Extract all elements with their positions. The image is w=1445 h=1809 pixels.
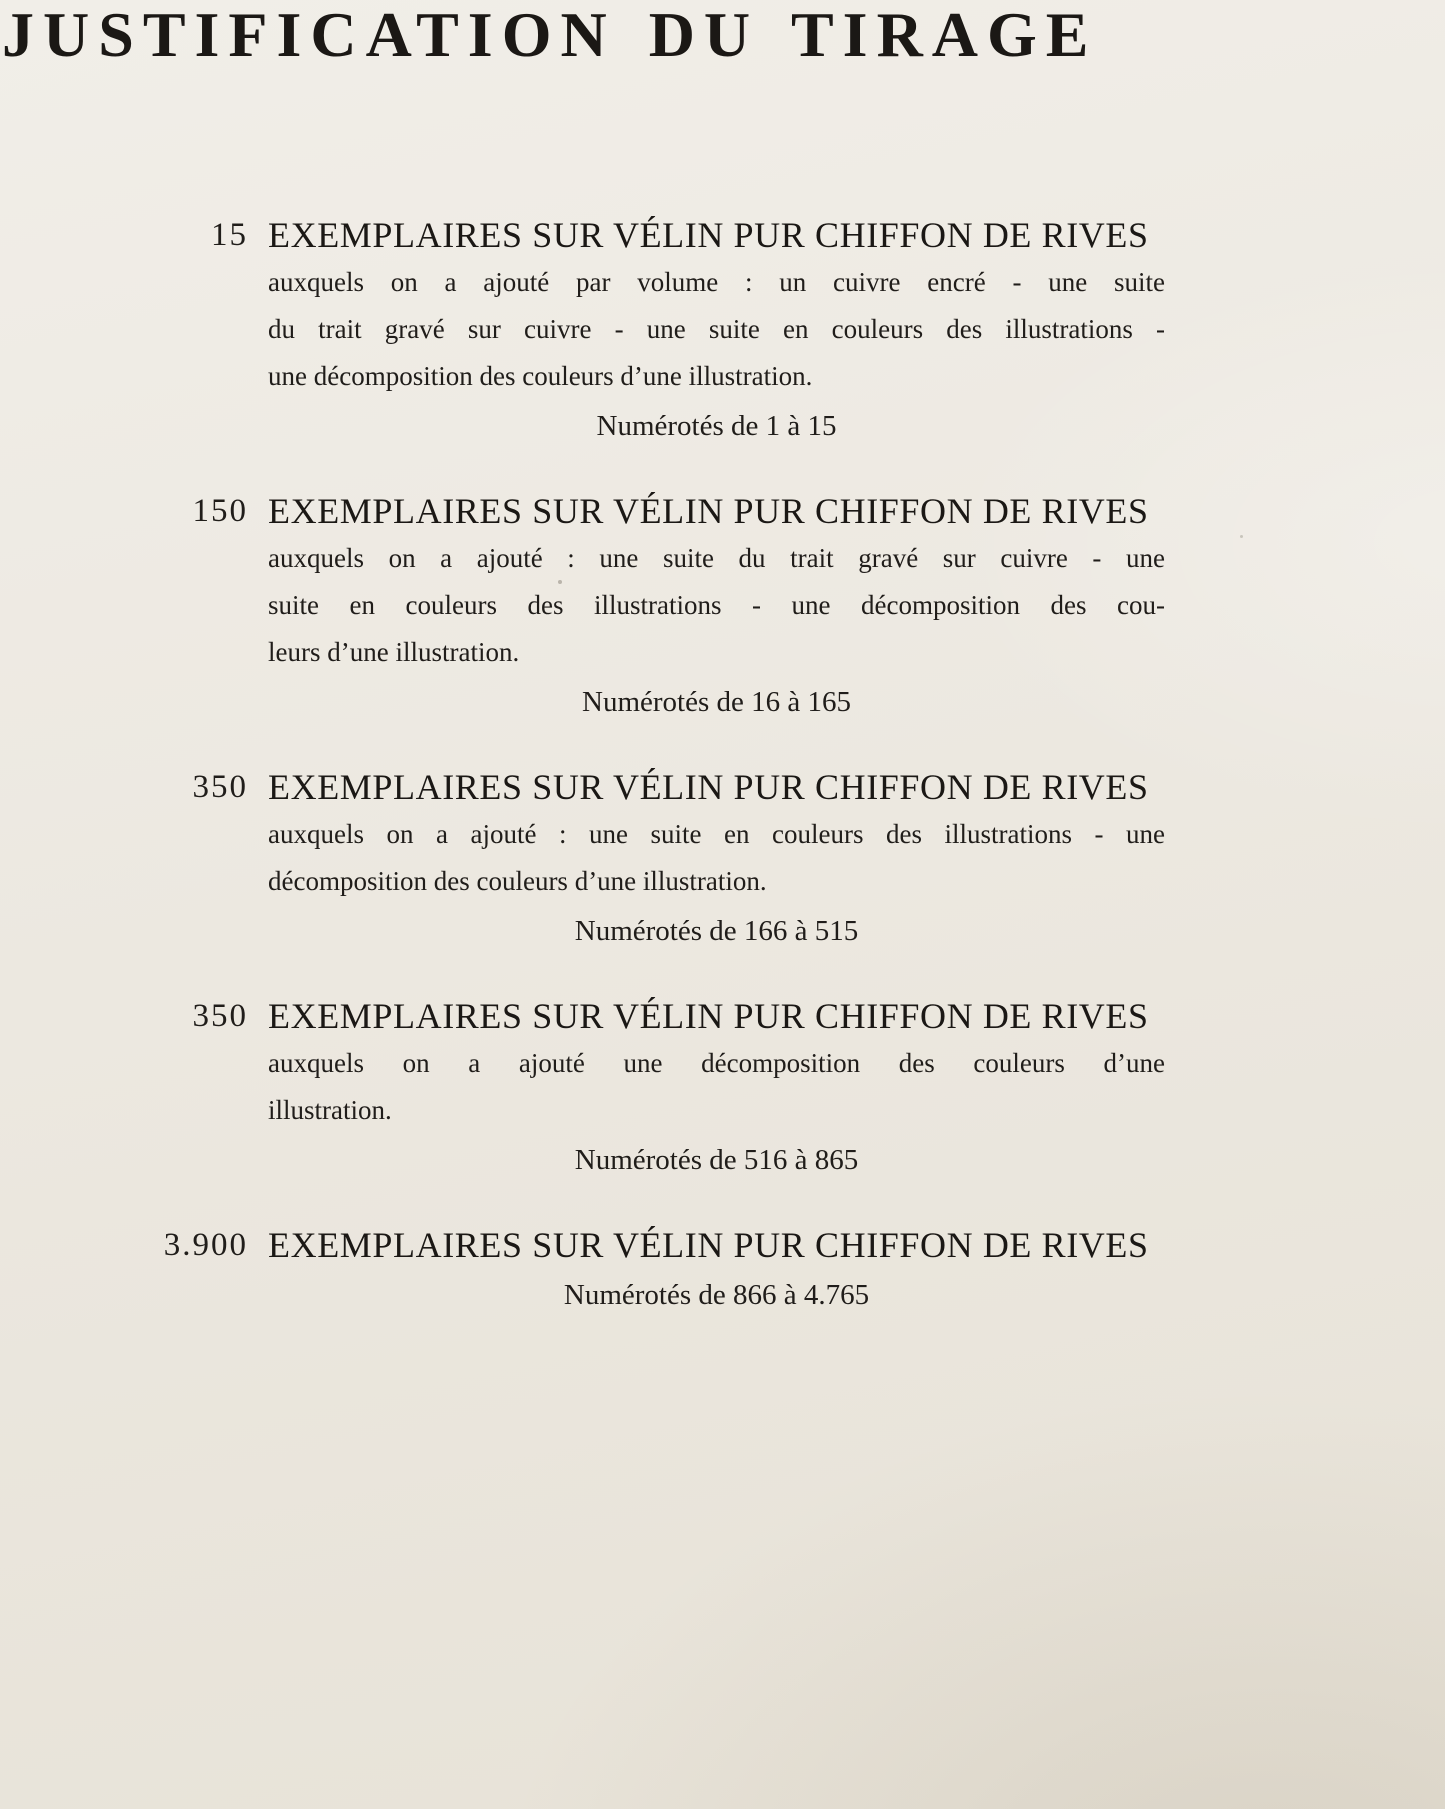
dust-speck: [558, 580, 562, 584]
numbering-line: Numérotés de 16 à 165: [582, 686, 851, 718]
edition-detail-line: suite en couleurs des illustrations - une décomposition des cou-: [268, 590, 1165, 620]
edition-detail-line: leurs d’une illustration.: [268, 637, 520, 667]
edition-detail-line: une décomposition des couleurs d’une illustration.: [268, 361, 813, 391]
edition-item: [148, 212, 1165, 448]
copies-count: 350: [192, 769, 248, 805]
edition-item: [148, 488, 1165, 724]
edition-heading: EXEMPLAIRES SUR VÉLIN PUR CHIFFON DE RIVES: [268, 1225, 1149, 1265]
edition-detail-line: auxquels on a ajouté : une suite en couleurs des illustrations - une: [268, 819, 1165, 849]
numbering-line: Numérotés de 866 à 4.765: [563, 1279, 870, 1311]
copies-count: 350: [192, 998, 248, 1034]
numbering-line: Numérotés de 516 à 865: [574, 1144, 859, 1176]
edition-detail-line: auxquels on a ajouté : une suite du trait gravé sur cuivre - une: [268, 543, 1165, 573]
edition-detail-line: illustration.: [268, 1095, 392, 1125]
edition-heading: EXEMPLAIRES SUR VÉLIN PUR CHIFFON DE RIVES: [268, 215, 1149, 255]
edition-heading: EXEMPLAIRES SUR VÉLIN PUR CHIFFON DE RIVES: [268, 767, 1149, 807]
edition-item: [148, 1222, 1165, 1317]
copies-count: 15: [211, 217, 248, 253]
dust-speck: [1240, 535, 1243, 538]
edition-detail-line: décomposition des couleurs d’une illustration.: [268, 866, 767, 896]
numbering-line: Numérotés de 1 à 15: [596, 410, 837, 442]
edition-detail-line: du trait gravé sur cuivre - une suite en couleurs des illustrations -: [268, 314, 1165, 344]
edition-heading: EXEMPLAIRES SUR VÉLIN PUR CHIFFON DE RIVES: [268, 996, 1149, 1036]
copies-count: 3.900: [163, 1227, 248, 1263]
edition-detail-line: auxquels on a ajouté une décomposition des couleurs d’une: [268, 1048, 1165, 1078]
edition-detail-line: auxquels on a ajouté par volume : un cuivre encré - une suite: [268, 267, 1165, 297]
page-title: JUSTIFICATION DU TIRAGE: [2, 0, 1098, 70]
edition-item: [148, 993, 1165, 1182]
edition-item: [148, 764, 1165, 953]
limitation-statement: [148, 212, 1165, 1357]
edition-heading: EXEMPLAIRES SUR VÉLIN PUR CHIFFON DE RIVES: [268, 491, 1149, 531]
copies-count: 150: [192, 493, 248, 529]
numbering-line: Numérotés de 166 à 515: [574, 915, 859, 947]
